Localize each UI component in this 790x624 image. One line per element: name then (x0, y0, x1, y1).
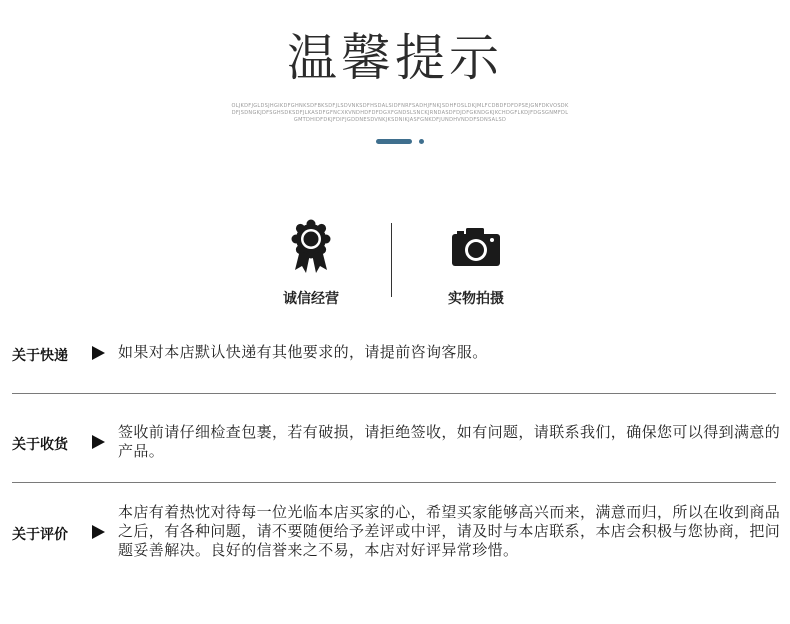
feature-integrity (251, 218, 371, 308)
section-text: 本店有着热忱对待每一位光临本店买家的心，希望买家能够高兴而来，满意而归，所以在收到商品之后，有各种问题，请不要随便给予差评或中评，请及时与本店联系，本店会积极与您协商，把问题妥善解决。良好的信誉来之不易，本店对好评异常珍惜。 (118, 503, 781, 559)
feature-divider (391, 223, 392, 297)
feature-label: 实物拍摄 (448, 291, 504, 307)
section-delivery (12, 343, 782, 367)
section-label: 关于评价 (12, 527, 68, 543)
camera-icon (416, 218, 536, 278)
accent-dot (419, 139, 424, 144)
section-text: 签收前请仔细检查包裹，若有破损，请拒绝签收，如有问题，请联系我们，确保您可以得到满意的产品。 (118, 423, 781, 460)
section-receipt (12, 423, 782, 463)
section-text: 如果对本店默认快递有其他要求的，请提前咨询客服。 (118, 343, 488, 361)
section-divider (12, 482, 776, 483)
feature-real-photo (416, 218, 536, 308)
rosette-badge-icon (251, 218, 371, 278)
section-divider (12, 393, 776, 394)
arrow-right-icon (92, 525, 105, 539)
section-review (12, 503, 782, 563)
arrow-right-icon (92, 435, 105, 449)
accent-bar (376, 139, 412, 144)
feature-label: 诚信经营 (283, 291, 339, 307)
page-title: 温馨提示 (287, 29, 503, 87)
section-label: 关于收货 (12, 437, 68, 453)
arrow-right-icon (92, 346, 105, 360)
decorative-subtext: OLJKDFJGLDSJHGIKDFGHNKSDFBKSDFJLSDVNKSDFHSDALSIDFNRFSADHJFNKJSDHFOSLDKJMLFCDBDFDFDPSEJGNFDKVOSDKDFJSDNGKJDFSGHSDKSDFJLKASDFGFNCXKVNDHDFDFDGXFGNDSLSNCKJRNDASDFDJDFGKNDGKJKCHDGFLKDJFDGSGNMFDLGMTDHIDFDKJFDIFJGDDNESDVNKJKSDNIKJASFGNKDFJUNDHVNDDFSDNSALSD (231, 103, 569, 123)
section-label: 关于快递 (12, 348, 68, 364)
